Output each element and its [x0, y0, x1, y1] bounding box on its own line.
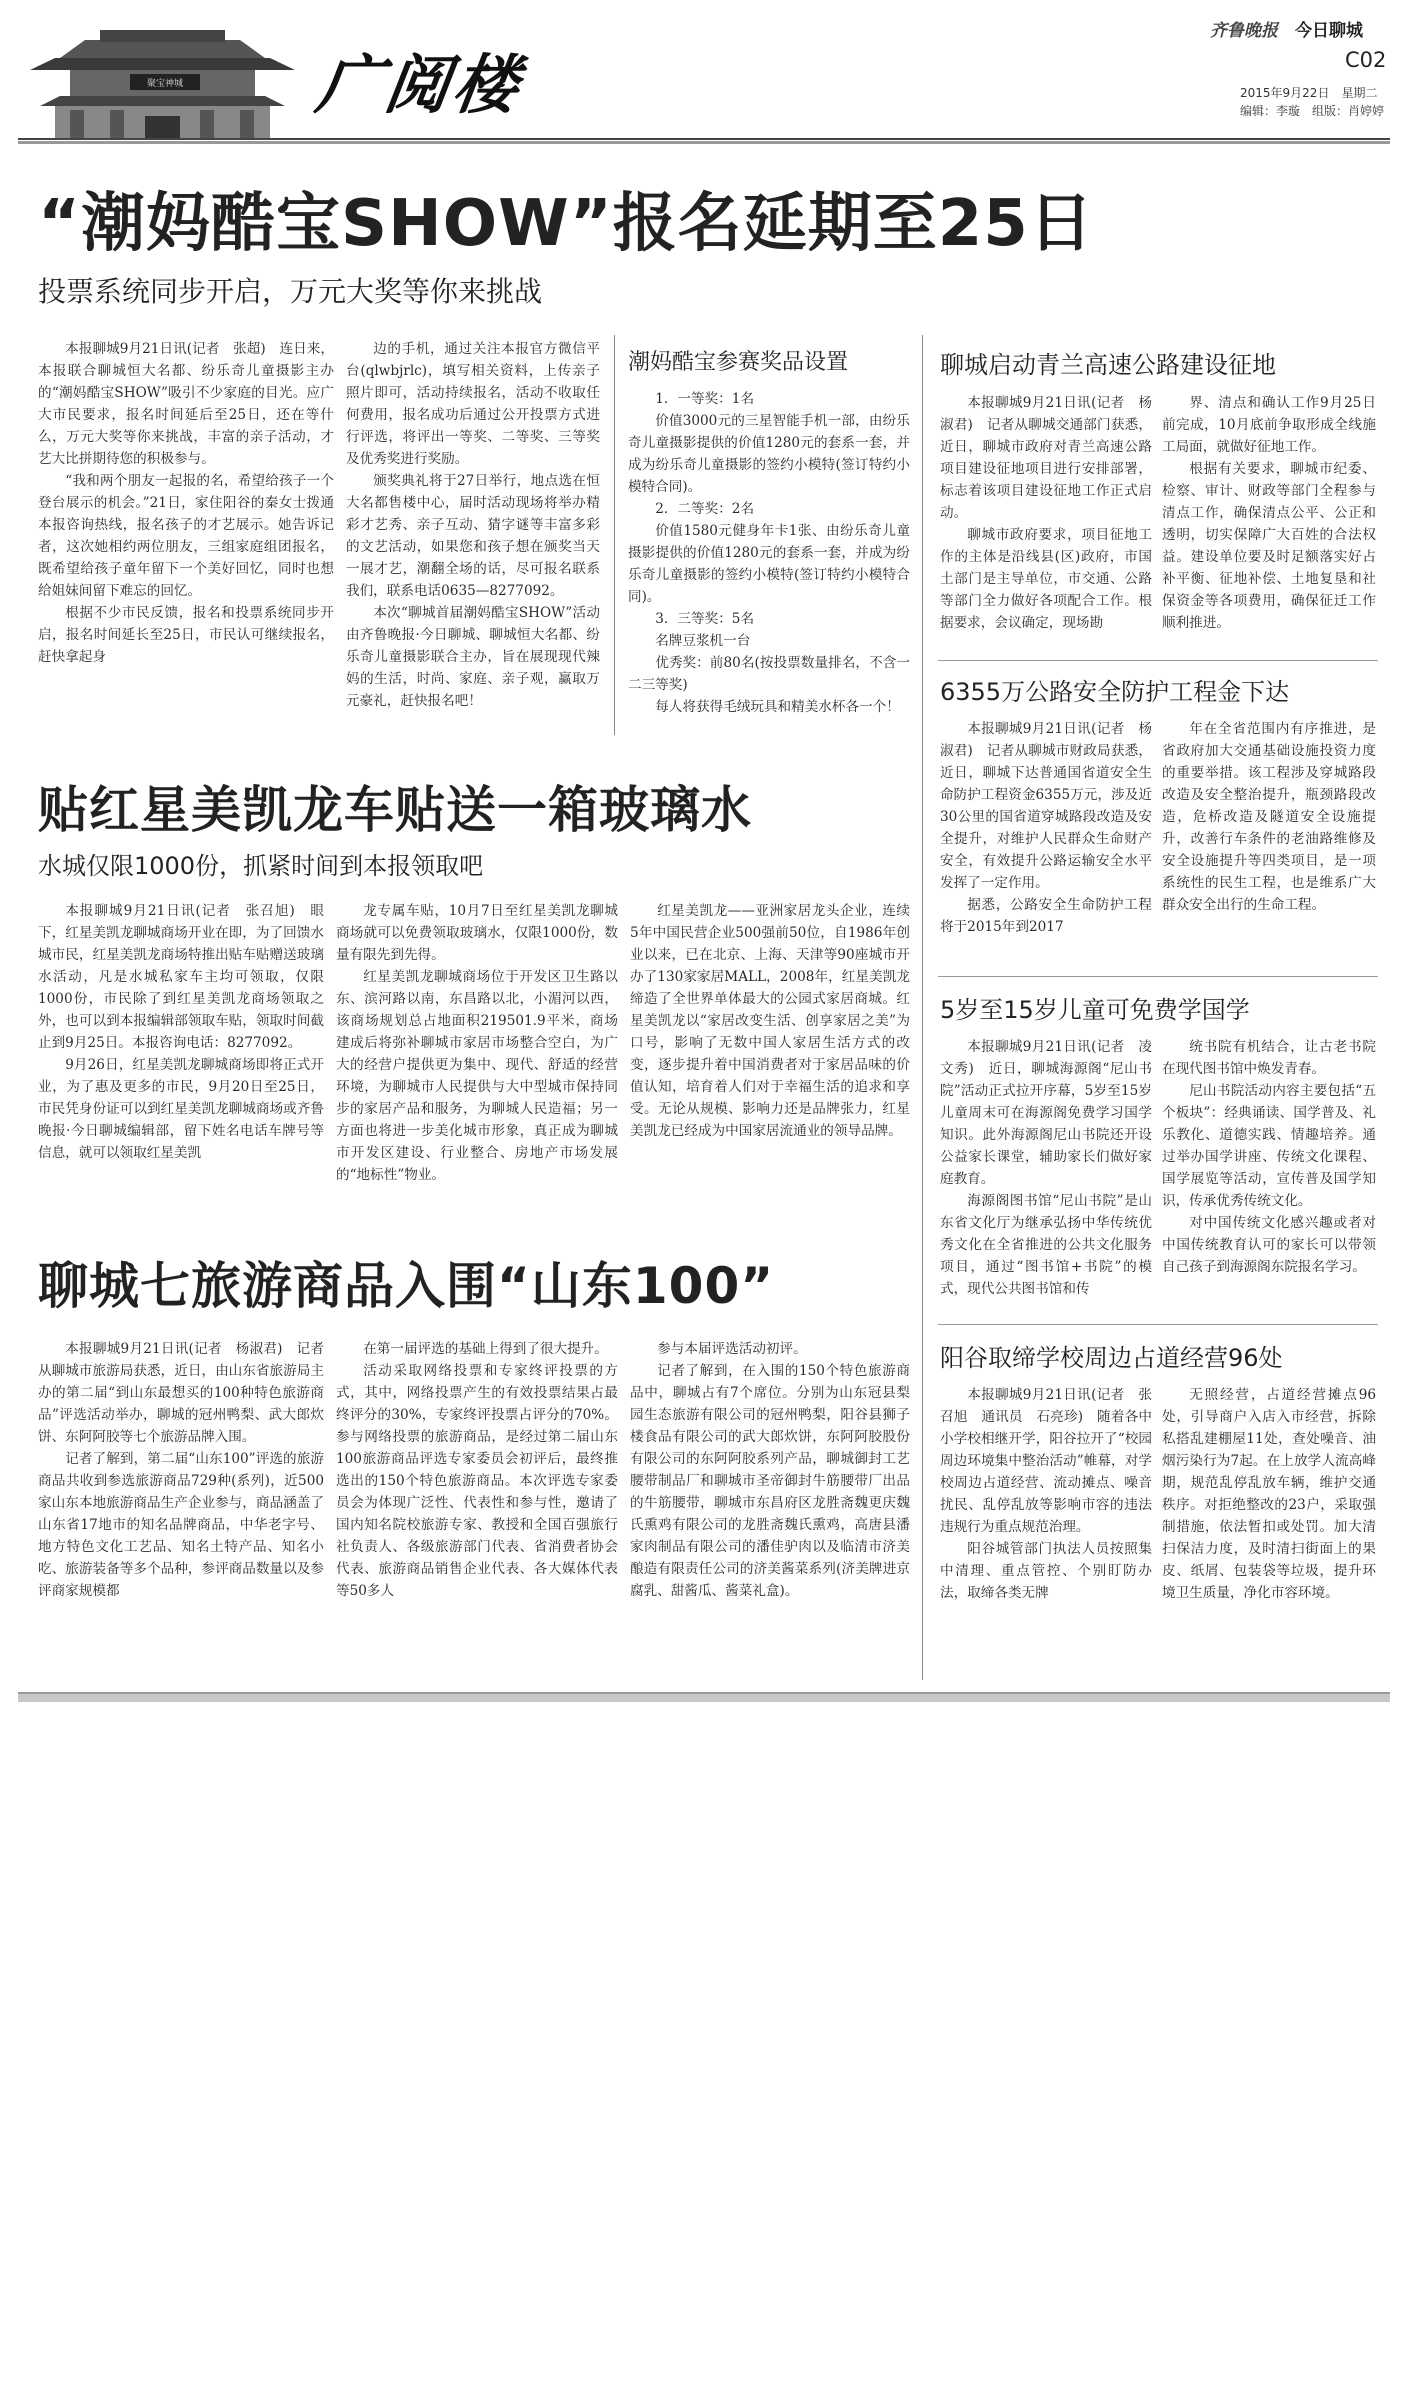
paragraph: 聊城市政府要求，项目征地工作的主体是沿线县(区)政府，市国土部门是主导单位，市交通、公路等部门全力做好各项配合工作。根据要求，会议确定，现场勘	[940, 527, 1152, 631]
paragraph: 本报聊城9月21日讯(记者 凌文秀) 近日，聊城海源阁“尼山书院”活动正式拉开序幕，5岁至15岁儿童周末可在海源阁免费学习国学知识。此外海源阁尼山书院还开设公益家长课堂，辅助家长们做好家庭教育。	[940, 1039, 1152, 1187]
story1-headline: “潮妈酷宝SHOW”报名延期至25日	[38, 187, 1094, 261]
story3-col2	[336, 1338, 618, 1682]
issue-date: 2015年9月22日 星期二	[1240, 86, 1378, 100]
right4-col2	[1162, 1384, 1376, 1682]
pagoda-logo	[30, 28, 295, 140]
paragraph: 价值1580元健身年卡1张、由纷乐奇儿童摄影提供的价值1280元的套系一套，并成为纷乐奇儿童摄影的签约小模特(签订特约小模特合同)。	[628, 523, 910, 605]
paragraph: 在第一届评选的基础上得到了很大提升。	[363, 1341, 608, 1357]
paragraph: 名牌豆浆机一台	[655, 633, 751, 649]
section-divider	[922, 335, 923, 1680]
paragraph: 参与本届评选活动初评。	[657, 1341, 807, 1357]
column-name: 广阅楼	[311, 48, 527, 123]
paragraph: 每人将获得毛绒玩具和精美水杯各一个！	[655, 699, 900, 715]
right1-headline: 聊城启动青兰高速公路建设征地	[940, 351, 1276, 379]
story2-subhead: 水城仅限1000份，抓紧时间到本报领取吧	[38, 852, 484, 880]
section-divider	[938, 1324, 1378, 1325]
right4-col1	[940, 1384, 1152, 1682]
paragraph: 9月26日，红星美凯龙聊城商场即将正式开业，为了惠及更多的市民，9月20日至25日，市民凭身份证可以到红星美凯龙聊城商场或齐鲁晚报·今日聊城编辑部，留下姓名电话车牌号等信息，就可以领取红星美凯	[38, 1057, 324, 1161]
story2-headline: 贴红星美凯龙车贴送一箱玻璃水	[38, 781, 752, 839]
paragraph: 颁奖典礼将于27日举行，地点选在恒大名都售楼中心，届时活动现场将举办精彩才艺秀、亲子互动、猜字谜等丰富多彩的文艺活动，如果您和孩子想在颁奖当天一展才艺，潮翻全场的话，尽可报名联系我们，联系电话0635—8277092。	[346, 473, 600, 599]
paragraph: 本报聊城9月21日讯(记者 杨淑君) 记者从聊城交通部门获悉，近日，聊城市政府对青兰高速公路项目建设征地项目进行安排部署，标志着该项目建设征地工作正式启动。	[940, 395, 1152, 521]
right4-headline: 阳谷取缔学校周边占道经营96处	[940, 1344, 1283, 1372]
paragraph: 3．三等奖：5名	[655, 611, 755, 627]
paragraph: 据悉，公路安全生命防护工程将于2015年到2017	[940, 897, 1152, 935]
bottom-rule	[18, 1692, 1390, 1702]
paragraph: 活动采取网络投票和专家终评投票的方式，其中，网络投票产生的有效投票结果占最终评分的30%，专家终评投票占评分的70%。参与网络投票的旅游商品，是经过第二届山东100旅游商品评选专家委员会初评后，最终推选出的150个特色旅游商品。本次评选专家委员会为体现广泛性、代表性和参与性，邀请了国内知名院校旅游专家、教授和全国百强旅行社负责人、各级旅游部门代表、省消费者协会代表、旅游商品销售企业代表、各大媒体代表等50多人	[336, 1363, 618, 1599]
paragraph: 本报聊城9月21日讯(记者 张超) 连日来，本报联合聊城恒大名都、纷乐奇儿童摄影主办的“潮妈酷宝SHOW”吸引不少家庭的目光。应广大市民要求，报名时间延后至25日，还在等什么，万元大奖等你来挑战，丰富的亲子活动，才艺大比拼期待您的积极参与。	[38, 341, 334, 467]
editor-credit: 编辑：李璇 组版：肖婷婷	[1240, 104, 1385, 118]
paragraph: 阳谷城管部门执法人员按照集中清理、重点管控、个别盯防办法，取缔各类无牌	[940, 1541, 1152, 1601]
story1-col1	[38, 338, 334, 734]
paragraph: 红星美凯龙聊城商场位于开发区卫生路以东、滨河路以南，东昌路以北，小湄河以西，该商场规划总占地面积219501.9平米，商场建成后将弥补聊城市家居市场整合空白，为广大的经营户提供更为集中、现代、舒适的经营环境，为聊城市人民提供与大中型城市保持同步的家居产品和服务，为聊城人民造福；另一方面也将进一步美化城市形象，真正成为聊城市开发区建设、行业整合、房地产市场发展的“地标性”物业。	[336, 969, 618, 1183]
paragraph: 2．二等奖：2名	[655, 501, 755, 517]
right3-col2	[1162, 1036, 1376, 1320]
paragraph: 优秀奖：前80名(按投票数量排名，不含一二三等奖)	[628, 655, 910, 693]
story1-prize-box	[628, 388, 910, 734]
paragraph: 龙专属车贴，10月7日至红星美凯龙聊城商场就可以免费领取玻璃水，仅限1000份，数量有限先到先得。	[336, 903, 618, 963]
paragraph: 无照经营，占道经营摊点96处，引导商户入店入市经营，拆除私搭乱建棚屋11处，查处噪音、油烟污染行为7起。在上放学人流高峰期，规范乱停乱放车辆，维护交通秩序。对拒绝整改的23户，采取强制措施，依法暂扣或处罚。加大清扫保洁力度，及时清扫街面上的果皮、纸屑、包装袋等垃圾，提升环境卫生质量，净化市容环境。	[1162, 1387, 1376, 1601]
paragraph: 年在全省范围内有序推进，是省政府加大交通基础设施投资力度的重要举措。该工程涉及穿城路段改造及安全整治提升，瓶颈路段改造，危桥改造及隧道安全设施提升，改善行车条件的老油路维修及安全设施提升等四类项目，是一项系统性的民生工程，也是维系广大群众安全出行的生命工程。	[1162, 721, 1376, 913]
pagoda-sign-text: 聚宝神城	[146, 79, 184, 89]
right2-col1	[940, 718, 1152, 972]
right3-col1	[940, 1036, 1152, 1320]
story2-col3	[630, 900, 910, 1252]
paragraph: 价值3000元的三星智能手机一部，由纷乐奇儿童摄影提供的价值1280元的套系一套，并成为纷乐奇儿童摄影的签约小模特(签订特约小模特合同)。	[628, 413, 910, 495]
paragraph: “我和两个朋友一起报的名，希望给孩子一个登台展示的机会。”21日，家住阳谷的秦女士拨通本报咨询热线，报名孩子的才艺展示。她告诉记者，这次她相约两位朋友，三组家庭组团报名，既希望给孩子童年留下一个美好回忆，同时也想给姐妹间留下难忘的回忆。	[38, 473, 334, 599]
paragraph: 记者了解到，第二届“山东100”评选的旅游商品共收到参选旅游商品729种(系列)，近500家山东本地旅游商品生产企业参与，商品涵盖了山东省17地市的知名品牌商品，中华老字号、地方特色文化工艺品、知名土特产品、知名小吃、旅游装备等多个品种，参评商品数量以及参评商家规模都	[38, 1451, 324, 1599]
edition-name: 今日聊城	[1295, 21, 1363, 41]
paragraph: 界、清点和确认工作9月25日前完成，10月底前争取形成全线施工局面，就做好征地工作。	[1162, 395, 1376, 455]
right1-col2	[1162, 392, 1376, 656]
story3-col3	[630, 1338, 910, 1682]
story1-prize-title: 潮妈酷宝参赛奖品设置	[628, 350, 849, 375]
paragraph: 本报聊城9月21日讯(记者 杨淑君) 记者从聊城市旅游局获悉，近日，由山东省旅游局主办的第二届“到山东最想买的100种特色旅游商品”评选活动举办，聊城的冠州鸭梨、武大郎炊饼、东阿阿胶等七个旅游品牌入围。	[38, 1341, 324, 1445]
paragraph: 尼山书院活动内容主要包括“五个板块”：经典诵读、国学普及、礼乐教化、道德实践、情趣培养。通过举办国学讲座、传统文化课程、国学展览等活动，宣传普及国学知识，传承优秀传统文化。	[1162, 1083, 1376, 1209]
brand-line	[1210, 16, 1363, 41]
story2-col1	[38, 900, 324, 1252]
story1-col2	[346, 338, 600, 734]
date-line	[1240, 84, 1384, 120]
paragraph: 本报聊城9月21日讯(记者 张召旭) 眼下，红星美凯龙聊城商场开业在即，为了回馈水城市民，红星美凯龙商场特推出贴车贴赠送玻璃水活动，凡是水城私家车主均可领取，仅限1000份，市民除了到红星美凯龙商场领取之外，也可以到本报编辑部领取车贴，领取时间截止到9月25日。本报咨询电话：8277092。	[38, 903, 324, 1051]
paragraph: 1．一等奖：1名	[655, 391, 755, 407]
paragraph: 海源阁图书馆“尼山书院”是山东省文化厅为继承弘扬中华传统优秀文化在全省推进的公共文化服务项目，通过“图书馆+书院”的模式，现代公共图书馆和传	[940, 1193, 1152, 1297]
paragraph: 记者了解到，在入围的150个特色旅游商品中，聊城占有7个席位。分别为山东冠县梨园生态旅游有限公司的冠州鸭梨，阳谷县狮子楼食品有限公司的武大郎炊饼，东阿阿胶股份有限公司的东阿阿胶系列产品，聊城御封工艺腰带制品厂和聊城市圣帝御封牛筋腰带厂出品的牛筋腰带，聊城市东昌府区龙胜斋魏更庆魏氏熏鸡有限公司的龙胜斋魏氏熏鸡，高唐县潘家肉制品有限公司的潘佳驴肉以及临清市济美酿造有限责任公司的济美酱菜系列(济美牌进京腐乳、甜酱瓜、酱菜礼盒)。	[630, 1363, 910, 1599]
masthead-rule	[18, 138, 1390, 144]
paragraph: 本报聊城9月21日讯(记者 张召旭 通讯员 石亮珍) 随着各中小学校相继开学，阳谷拉开了“校园周边环境集中整治活动”帷幕，对学校周边占道经营、流动摊点、噪音扰民、乱停乱放等影响市容的违法违规行为重点规范治理。	[940, 1387, 1152, 1535]
paragraph: 对中国传统文化感兴趣或者对中国传统教育认可的家长可以带领自己孩子到海源阁东院报名学习。	[1162, 1215, 1376, 1275]
right3-headline: 5岁至15岁儿童可免费学国学	[940, 996, 1250, 1024]
story3-col1	[38, 1338, 324, 1682]
paragraph: 根据不少市民反馈，报名和投票系统同步开启，报名时间延长至25日，市民认可继续报名，赶快拿起身	[38, 605, 334, 665]
right2-col2	[1162, 718, 1376, 972]
paragraph: 红星美凯龙——亚洲家居龙头企业，连续5年中国民营企业500强前50位，自1986年创业以来，已在北京、上海、天津等90座城市开办了130家家居MALL，2008年，红星美凯龙缔造了全世界单体最大的公园式家居商城。红星美凯龙以“家居改变生活、创享家居之美”为口号，影响了无数中国人家居生活方式的改变，逐步提升着中国消费者对于家居品味的价值认知，培育着人们对于幸福生活的追求和享受。无论从规模、影响力还是品牌张力，红星美凯龙已经成为中国家居流通业的领导品牌。	[630, 903, 910, 1139]
section-divider	[938, 660, 1378, 661]
story1-subhead: 投票系统同步开启，万元大奖等你来挑战	[38, 275, 543, 308]
right1-col1	[940, 392, 1152, 656]
paragraph: 本报聊城9月21日讯(记者 杨淑君) 记者从聊城市财政局获悉，近日，聊城下达普通国省道安全生命防护工程资金6355万元，涉及近30公里的国省道穿城路段改造及安全提升，对维护人民群众生命财产安全，有效提升公路运输安全水平发挥了一定作用。	[940, 721, 1152, 891]
right2-headline: 6355万公路安全防护工程金下达	[940, 678, 1290, 706]
section-divider	[938, 976, 1378, 977]
page-number: C02	[1345, 48, 1387, 72]
story2-col2	[336, 900, 618, 1252]
brand-name: 齐鲁晚报	[1210, 21, 1278, 41]
column-divider	[614, 335, 615, 735]
paragraph: 根据有关要求，聊城市纪委、检察、审计、财政等部门全程参与清点工作，确保清点公平、公正和透明，切实保障广大百姓的合法权益。建设单位要及时足额落实好占补平衡、征地补偿、土地复垦和社保资金等各项费用，确保征迁工作顺利推进。	[1162, 461, 1376, 631]
story3-headline: 聊城七旅游商品入围“山东100”	[38, 1257, 775, 1315]
paragraph: 本次“聊城首届潮妈酷宝SHOW”活动由齐鲁晚报·今日聊城、聊城恒大名都、纷乐奇儿童摄影联合主办，旨在展现现代辣妈的生活，时尚、家庭、亲子观，赢取万元豪礼，赶快报名吧！	[346, 605, 600, 709]
paragraph: 统书院有机结合，让古老书院在现代图书馆中焕发青春。	[1162, 1039, 1376, 1077]
paragraph: 边的手机，通过关注本报官方微信平台(qlwbjrlc)，填写相关资料，上传亲子照片即可，活动持续报名，活动不收取任何费用，报名成功后通过公开投票方式进行评选，将评出一等奖、二等奖、三等奖及优秀奖进行奖励。	[346, 341, 600, 467]
